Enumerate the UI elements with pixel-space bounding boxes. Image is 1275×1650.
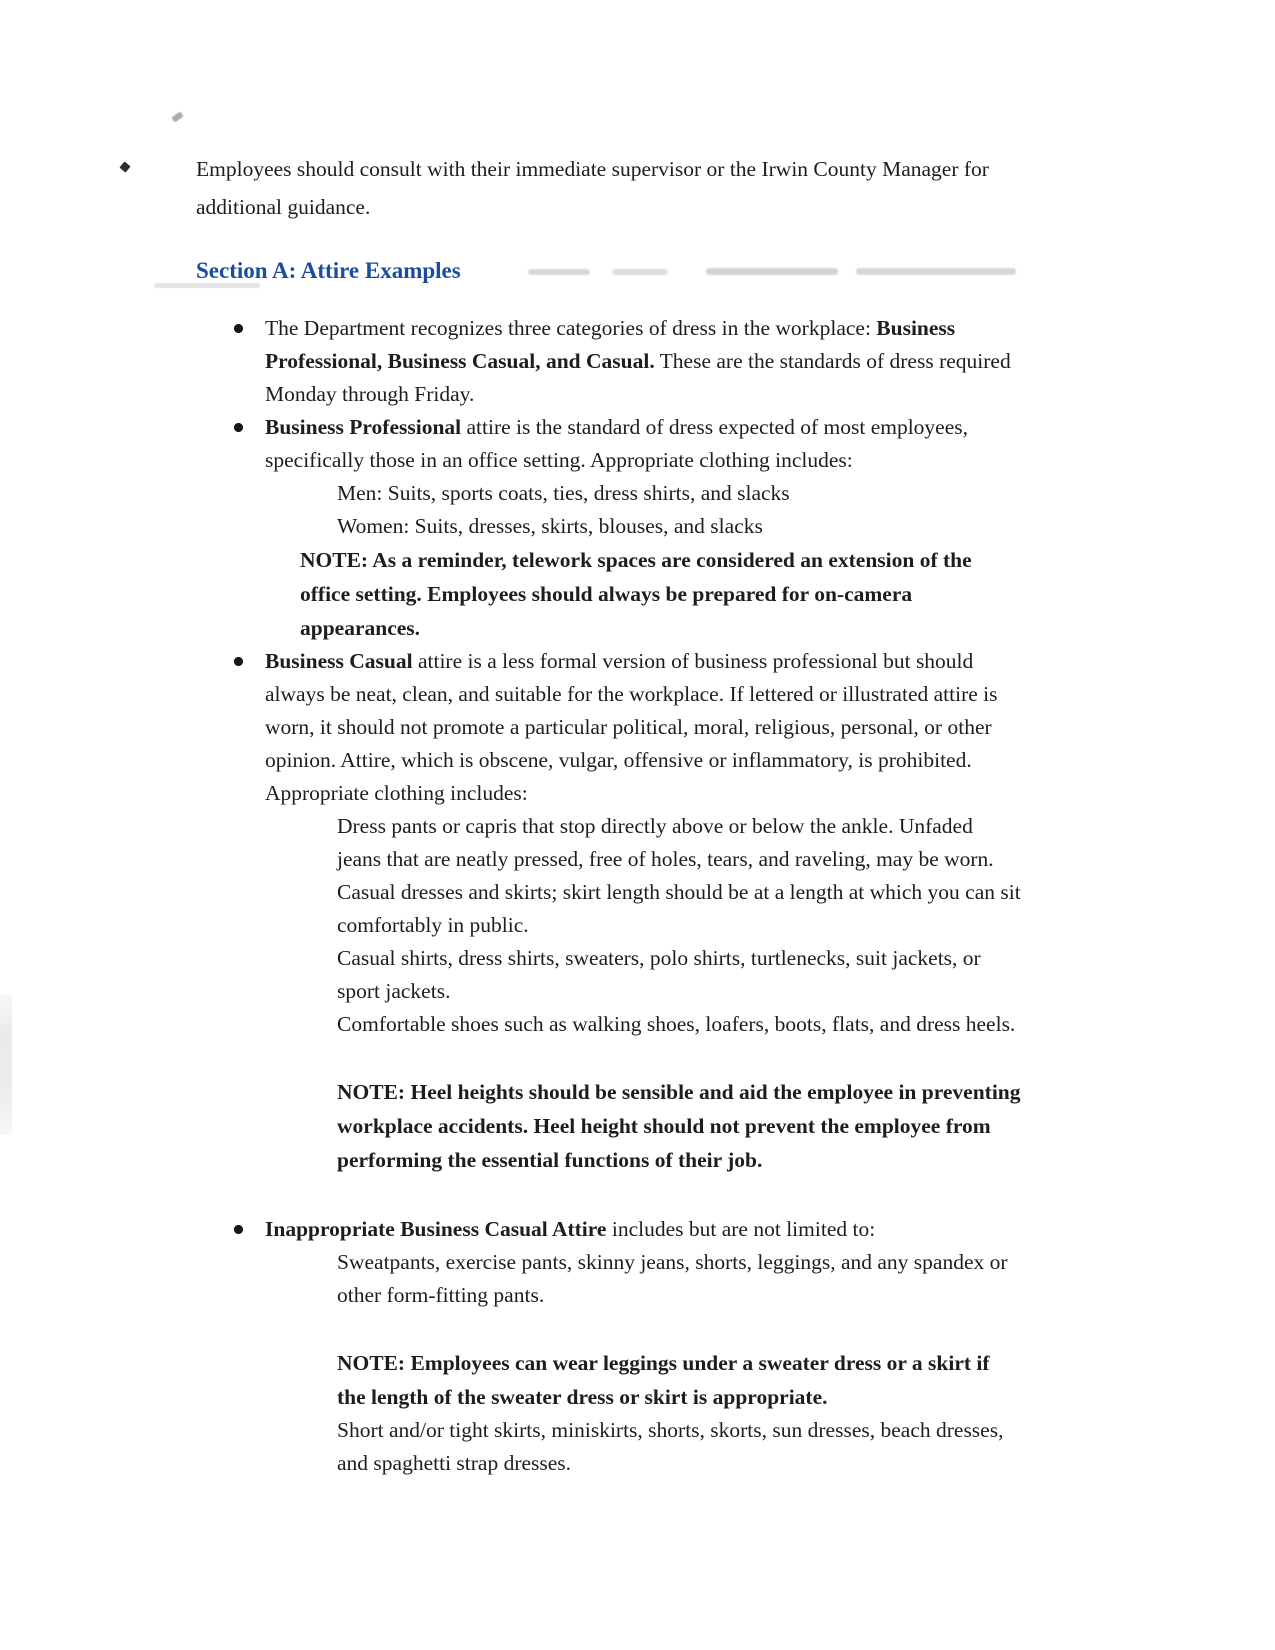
- sub-item: Casual shirts, dress shirts, sweaters, polo shirts, turtlenecks, suit jackets, or sport jackets.: [337, 946, 981, 1003]
- bold-text-segment: Business Casual: [265, 649, 413, 673]
- bullet-item: [196, 1213, 1022, 1246]
- bullet-marker: [234, 1225, 243, 1234]
- text-segment: includes but are not limited to:: [606, 1217, 876, 1241]
- note-block: NOTE: As a reminder, telework spaces are considered an extension of the office setting. Employees should always be prepared for on-camera appearances.: [300, 548, 972, 640]
- bullet-marker: [234, 423, 243, 432]
- bold-text-segment: Business Professional: [265, 415, 462, 439]
- scan-dot-mark: [119, 161, 130, 172]
- scan-edge-smudge: [0, 995, 12, 1135]
- bullet-marker: [234, 324, 243, 333]
- bold-text-segment: Inappropriate Business Casual Attire: [265, 1217, 607, 1241]
- sub-item: Sweatpants, exercise pants, skinny jeans, shorts, leggings, and any spandex or other form-fitting pants.: [337, 1250, 1008, 1307]
- note-block: NOTE: Heel heights should be sensible and aid the employee in preventing workplace accidents. Heel height should not prevent the employee from performing the essential functions of their job.: [337, 1080, 1021, 1172]
- scan-speck-mark: [171, 111, 183, 122]
- bullet-marker: [234, 657, 243, 666]
- text-segment: attire is the standard of dress expected of most employees, specifically those in an office setting. Appropriate clothing includes:: [265, 415, 969, 472]
- sub-item: Casual dresses and skirts; skirt length should be at a length at which you can sit comfortably in public.: [337, 880, 1021, 937]
- text-segment: attire is a less formal version of business professional but should always be neat, clean, and suitable for the workplace. If lettered or illustrated attire is worn, it should not promote a particular political, moral, religious, personal, or other opinion. Attire, which is obscene, vulgar, offensive or inflammatory, is prohibited. Appropriate clothing includes:: [265, 649, 998, 805]
- document-content: [196, 150, 1022, 1480]
- bullet-item: [196, 411, 1022, 477]
- sub-item: Short and/or tight skirts, miniskirts, shorts, skorts, sun dresses, beach dresses, and spaghetti strap dresses.: [337, 1418, 1004, 1475]
- intro-paragraph: Employees should consult with their immediate supervisor or the Irwin County Manager for additional guidance.: [196, 157, 989, 219]
- bullet-item: [196, 312, 1022, 411]
- bold-text-segment: Business Professional, Business Casual, and Casual.: [265, 316, 956, 373]
- sub-item: Comfortable shoes such as walking shoes, loafers, boots, flats, and dress heels.: [337, 1012, 1016, 1036]
- text-segment: The Department recognizes three categories of dress in the workplace:: [265, 316, 877, 340]
- sub-item: Men: Suits, sports coats, ties, dress shirts, and slacks: [337, 481, 790, 505]
- sub-item: Women: Suits, dresses, skirts, blouses, and slacks: [337, 514, 763, 538]
- section-heading: Section A: Attire Examples: [196, 258, 461, 283]
- note-block: NOTE: Employees can wear leggings under a sweater dress or a skirt if the length of the sweater dress or skirt is appropriate.: [337, 1351, 990, 1409]
- sub-item: Dress pants or capris that stop directly above or below the ankle. Unfaded jeans that are neatly pressed, free of holes, tears, and raveling, may be worn.: [337, 814, 994, 871]
- text-segment: These are the standards of dress required Monday through Friday.: [265, 349, 1011, 406]
- bullet-item: [196, 645, 1022, 810]
- attire-list: [196, 312, 1022, 1480]
